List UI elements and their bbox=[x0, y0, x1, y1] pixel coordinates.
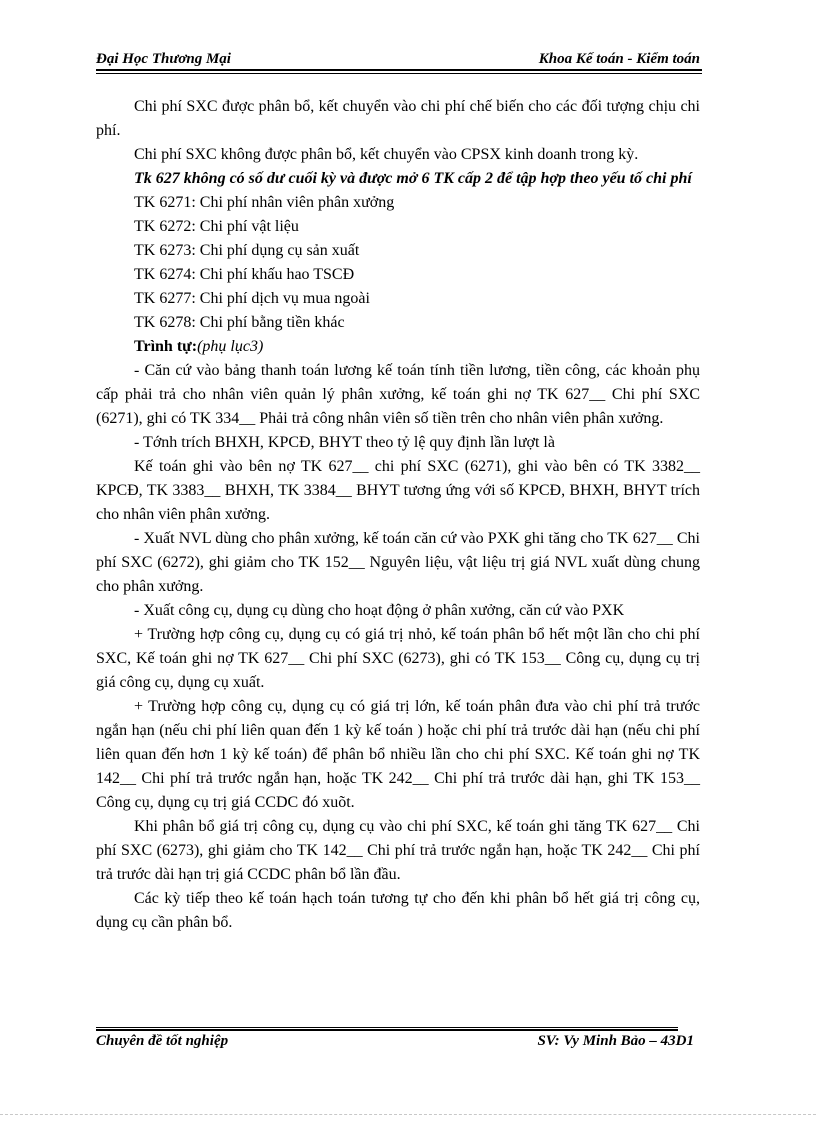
page-header bbox=[96, 48, 700, 68]
header-faculty: Khoa Kế toán - Kiểm toán bbox=[538, 51, 700, 67]
account-item: TK 6272: Chi phí vật liệu bbox=[134, 218, 299, 235]
procedure-appendix-note: (phụ lục3) bbox=[197, 338, 264, 355]
page-edge-divider bbox=[0, 1114, 816, 1115]
account-item: TK 6273: Chi phí dụng cụ sản xuất bbox=[134, 242, 360, 259]
header-rule bbox=[96, 69, 702, 71]
paragraph-unallocated-costs: Chi phí SXC không được phân bổ, kết chuyển vào CPSX kinh doanh trong kỳ. bbox=[134, 146, 639, 163]
paragraph-tools: - Xuất công cụ, dụng cụ dùng cho hoạt động ở phân xưởng, căn cứ vào PXK bbox=[134, 602, 625, 619]
paragraph-allocated-costs: Chi phí SXC được phân bổ, kết chuyển vào chi phí chế biến cho các đối tượng chịu chi phí. bbox=[96, 98, 700, 139]
paragraph-materials: - Xuất NVL dùng cho phân xưởng, kế toán căn cứ vào PXK ghi tăng cho TK 627__ Chi phí SXC (6272), ghi giảm cho TK 152__ Nguyên liệu, vật liệu trị giá NVL xuất dùng chung cho phân xưởng. bbox=[96, 530, 700, 595]
paragraph-tools-small: + Trường hợp công cụ, dụng cụ có giá trị nhỏ, kế toán phân bổ hết một lần cho chi phí SXC, Kế toán ghi nợ TK 627__ Chi phí SXC (6273), ghi có TK 153__ Công cụ, dụng cụ trị giá công cụ, dụng cụ xuất. bbox=[96, 626, 700, 691]
account-item: TK 6271: Chi phí nhân viên phân xưởng bbox=[134, 194, 395, 211]
paragraph-account-627-heading: Tk 627 không có số dư cuối kỳ và được mở 6 TK cấp 2 để tập hợp theo yếu tố chi phí bbox=[134, 170, 692, 187]
footer-student: SV: Vy Minh Bảo – 43D1 bbox=[537, 1032, 694, 1049]
footer-document-type: Chuyên đề tốt nghiệp bbox=[96, 1032, 229, 1049]
document-body bbox=[96, 95, 700, 935]
procedure-label: Trình tự: bbox=[134, 338, 198, 355]
paragraph-payroll: - Căn cứ vào bảng thanh toán lương kế toán tính tiền lương, tiền công, các khoản phụ cấp phải trả cho nhân viên quản lý phân xưởng, kế toán ghi nợ TK 627__ Chi phí SXC (6271), ghi có TK 334__ Phải trả công nhân viên số tiền trên cho nhân viên phân xưởng. bbox=[96, 362, 700, 427]
header-university: Đại Học Thương Mại bbox=[96, 51, 231, 67]
footer-rule-thin bbox=[96, 1027, 678, 1028]
paragraph-subsequent-periods: Các kỳ tiếp theo kế toán hạch toán tương tự cho đến khi phân bổ hết giá trị công cụ, dụng cụ cần phân bổ. bbox=[96, 890, 700, 931]
paragraph-tools-large: + Trường hợp công cụ, dụng cụ có giá trị lớn, kế toán phân đưa vào chi phí trả trước ngắn hạn (nếu chi phí liên quan đến 1 kỳ kế toán ) hoặc chi phí trả trước dài hạn (nếu chi phí liên quan đến hơn 1 kỳ kế toán) để phân bổ nhiều lần cho chi phí SXC. Kế toán ghi nợ TK 142__ Chi phí trả trước ngắn hạn, hoặc TK 242__ Chi phí trả trước dài hạn, ghi TK 153__ Công cụ, dụng cụ trị giá CCDC đó xuõt. bbox=[96, 698, 700, 811]
account-item: TK 6278: Chi phí bằng tiền khác bbox=[134, 314, 345, 331]
paragraph-insurance-rates: - Tớnh trích BHXH, KPCĐ, BHYT theo tỷ lệ quy định lần lượt là bbox=[134, 434, 555, 451]
account-item: TK 6277: Chi phí dịch vụ mua ngoài bbox=[134, 290, 370, 307]
account-item: TK 6274: Chi phí khấu hao TSCĐ bbox=[134, 266, 355, 283]
page-footer bbox=[96, 1031, 694, 1051]
header-rule-thin bbox=[96, 73, 702, 74]
paragraph-insurance-entry: Kế toán ghi vào bên nợ TK 627__ chi phí SXC (6271), ghi vào bên có TK 3382__ KPCĐ, TK 3383__ BHXH, TK 3384__ BHYT tương ứng với số KPCĐ, BHXH, BHYT trích cho nhân viên phân xưởng. bbox=[96, 458, 700, 523]
paragraph-tools-allocation: Khi phân bổ giá trị công cụ, dụng cụ vào chi phí SXC, kế toán ghi tăng TK 627__ Chi phí SXC (6273), ghi giảm cho TK 142__ Chi phí trả trước ngắn hạn, hoặc TK 242__ Chi phí trả trước dài hạn trị giá CCDC phân bổ lần đầu. bbox=[96, 818, 700, 883]
procedure-heading bbox=[96, 335, 700, 359]
